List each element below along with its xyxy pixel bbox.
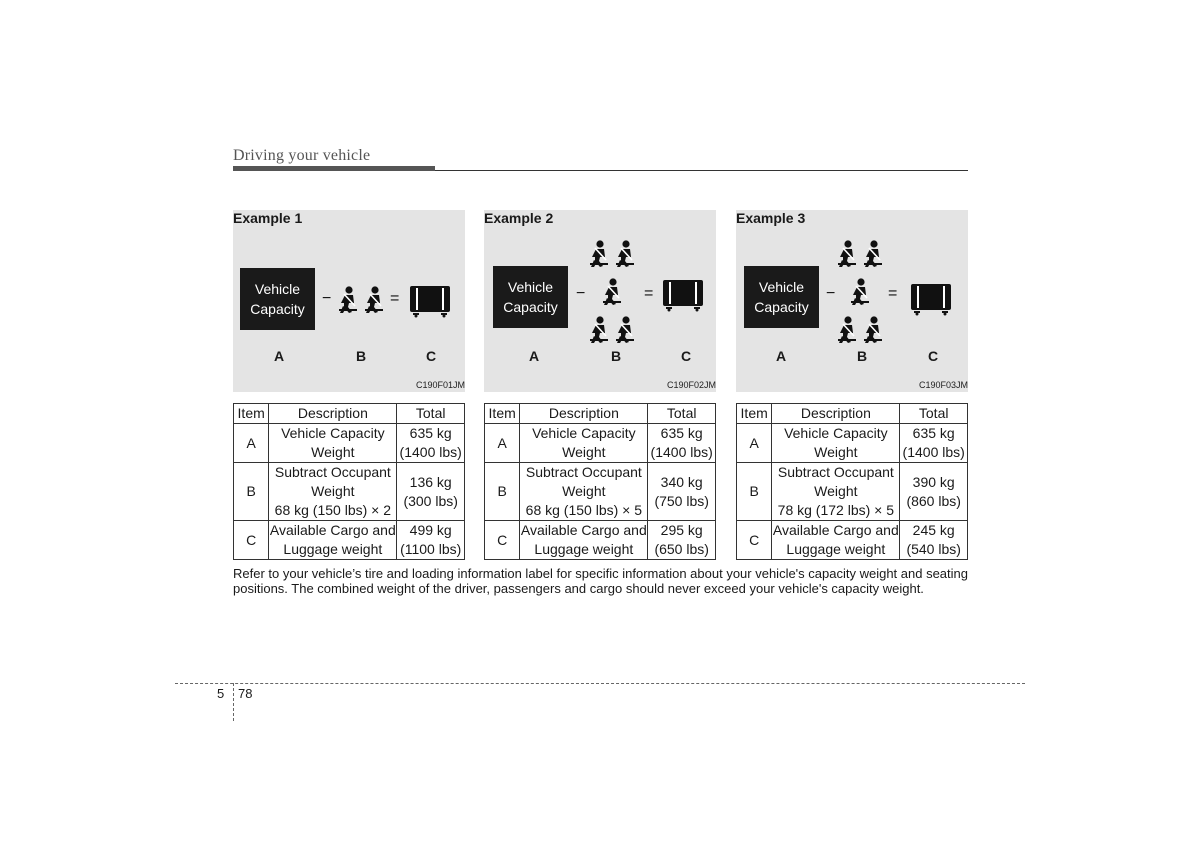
- minus-sign: −: [322, 290, 332, 307]
- label-b: B: [857, 348, 868, 364]
- total-cell: [900, 463, 968, 521]
- label-b: B: [356, 348, 367, 364]
- item-cell: B: [234, 463, 269, 521]
- figure-code: C190F02JM: [666, 380, 716, 390]
- occupant-icon: [836, 240, 858, 273]
- total-line: (1100 lbs): [400, 541, 462, 557]
- description-line: Weight: [562, 483, 606, 499]
- column-header: Total: [648, 404, 716, 424]
- example-1-table: [233, 403, 465, 560]
- occupant-icon: [862, 316, 884, 349]
- occupant-group: [836, 240, 892, 346]
- total-line: 245 kg: [912, 522, 955, 538]
- table-row: [485, 521, 716, 560]
- description-line: 78 kg (172 lbs) × 5: [777, 502, 895, 518]
- item-cell: A: [234, 424, 269, 463]
- table-row: [737, 521, 968, 560]
- occupant-icon: [337, 286, 359, 319]
- table-row: [234, 424, 465, 463]
- label-a: A: [529, 348, 540, 364]
- description-line: Weight: [311, 444, 355, 460]
- description-line: 68 kg (150 lbs) × 2: [274, 502, 392, 518]
- item-cell: B: [737, 463, 772, 521]
- item-cell: A: [737, 424, 772, 463]
- total-line: (540 lbs): [906, 541, 961, 557]
- description-cell: [772, 521, 900, 560]
- minus-sign: −: [576, 285, 586, 302]
- occupant-icon: [588, 316, 610, 349]
- footer-divider: [233, 683, 234, 721]
- example-1-figure: [233, 210, 465, 392]
- column-header: Description: [772, 404, 900, 424]
- cargo-icon: [910, 282, 952, 321]
- description-line: Subtract Occupant: [777, 464, 894, 480]
- figure-code: C190F03JM: [918, 380, 968, 390]
- column-header: Description: [520, 404, 648, 424]
- table-header-row: [737, 404, 968, 424]
- total-line: (1400 lbs): [399, 444, 462, 460]
- total-cell: [900, 521, 968, 560]
- page-number: 78: [238, 686, 253, 701]
- description-line: Available Cargo and: [269, 522, 396, 538]
- total-cell: [648, 521, 716, 560]
- description-line: Subtract Occupant: [274, 464, 391, 480]
- description-cell: [269, 521, 397, 560]
- total-line: (1400 lbs): [902, 444, 965, 460]
- description-line: Vehicle Capacity: [532, 425, 636, 441]
- column-header: Total: [900, 404, 968, 424]
- description-cell: [772, 463, 900, 521]
- occupant-group: [333, 276, 393, 322]
- equals-sign: =: [644, 285, 654, 302]
- total-line: (1400 lbs): [650, 444, 713, 460]
- total-cell: [397, 424, 465, 463]
- example-3-figure: [736, 210, 968, 392]
- total-line: 635 kg: [409, 425, 452, 441]
- total-line: (650 lbs): [654, 541, 709, 557]
- description-cell: [520, 463, 648, 521]
- label-c: C: [426, 348, 437, 364]
- label-a: A: [274, 348, 285, 364]
- table-row: [737, 424, 968, 463]
- occupant-icon: [614, 316, 636, 349]
- description-line: Luggage weight: [534, 541, 634, 557]
- table-row: [234, 463, 465, 521]
- occupant-icon: [601, 278, 623, 311]
- label-a: A: [776, 348, 787, 364]
- item-cell: C: [485, 521, 520, 560]
- table-header-row: [234, 404, 465, 424]
- table-row: [737, 463, 968, 521]
- occupant-icon: [614, 240, 636, 273]
- total-line: 340 kg: [660, 473, 703, 490]
- total-line: 295 kg: [660, 522, 703, 538]
- label-c: C: [681, 348, 692, 364]
- description-line: Weight: [814, 483, 858, 499]
- total-cell: [397, 521, 465, 560]
- description-line: 68 kg (150 lbs) × 5: [525, 502, 643, 518]
- description-line: Weight: [562, 444, 606, 460]
- figure-code: C190F01JM: [415, 380, 465, 390]
- column-header: Description: [269, 404, 397, 424]
- description-cell: [772, 424, 900, 463]
- occupant-icon: [588, 240, 610, 273]
- total-cell: [900, 424, 968, 463]
- description-line: Vehicle Capacity: [281, 425, 385, 441]
- vehicle-capacity-box: Vehicle Capacity: [744, 266, 819, 328]
- total-line: (860 lbs): [906, 492, 961, 509]
- capacity-note: Refer to your vehicle’s tire and loading information label for specific information about your vehicle's capacity weight and seating positions. The combined weight of the driver, passengers and cargo should never exceed your vehicle's capacity weight.: [233, 566, 968, 596]
- description-line: Available Cargo and: [772, 522, 899, 538]
- example-title: Example 1: [233, 210, 303, 226]
- description-line: Weight: [311, 483, 355, 499]
- occupant-icon: [836, 316, 858, 349]
- total-line: 390 kg: [912, 473, 955, 490]
- description-line: Weight: [814, 444, 858, 460]
- total-line: (300 lbs): [403, 492, 458, 509]
- section-title: Driving your vehicle: [233, 147, 371, 164]
- total-line: 136 kg: [409, 473, 452, 490]
- cargo-icon: [662, 278, 704, 317]
- chapter-number: 5: [217, 686, 225, 701]
- footer-rule: [175, 683, 1025, 684]
- total-line: 635 kg: [912, 425, 955, 441]
- table-row: [234, 521, 465, 560]
- equals-sign: =: [390, 290, 400, 307]
- table-row: [485, 424, 716, 463]
- minus-sign: −: [826, 285, 836, 302]
- example-title: Example 2: [484, 210, 554, 226]
- description-cell: [520, 521, 648, 560]
- column-header: Total: [397, 404, 465, 424]
- example-title: Example 3: [736, 210, 806, 226]
- column-header: Item: [485, 404, 520, 424]
- example-2-table: [484, 403, 716, 560]
- description-line: Available Cargo and: [520, 522, 647, 538]
- total-line: 635 kg: [660, 425, 703, 441]
- vehicle-capacity-box: Vehicle Capacity: [493, 266, 568, 328]
- description-line: Subtract Occupant: [525, 464, 642, 480]
- occupant-icon: [862, 240, 884, 273]
- occupant-icon: [849, 278, 871, 311]
- item-cell: A: [485, 424, 520, 463]
- occupant-group: [588, 240, 644, 346]
- description-line: Luggage weight: [786, 541, 886, 557]
- vehicle-capacity-box: Vehicle Capacity: [240, 268, 315, 330]
- occupant-icon: [363, 286, 385, 319]
- example-3-table: [736, 403, 968, 560]
- label-c: C: [928, 348, 939, 364]
- total-cell: [397, 463, 465, 521]
- header-rule-accent: [233, 166, 435, 171]
- table-row: [485, 463, 716, 521]
- description-cell: [520, 424, 648, 463]
- table-header-row: [485, 404, 716, 424]
- label-b: B: [611, 348, 622, 364]
- description-cell: [269, 424, 397, 463]
- column-header: Item: [234, 404, 269, 424]
- cargo-icon: [409, 284, 451, 323]
- item-cell: B: [485, 463, 520, 521]
- description-line: Vehicle Capacity: [784, 425, 888, 441]
- description-line: Luggage weight: [283, 541, 383, 557]
- item-cell: C: [737, 521, 772, 560]
- total-cell: [648, 424, 716, 463]
- column-header: Item: [737, 404, 772, 424]
- total-line: 499 kg: [409, 522, 452, 538]
- total-cell: [648, 463, 716, 521]
- equals-sign: =: [888, 285, 898, 302]
- item-cell: C: [234, 521, 269, 560]
- description-cell: [269, 463, 397, 521]
- example-2-figure: [484, 210, 716, 392]
- total-line: (750 lbs): [654, 492, 709, 509]
